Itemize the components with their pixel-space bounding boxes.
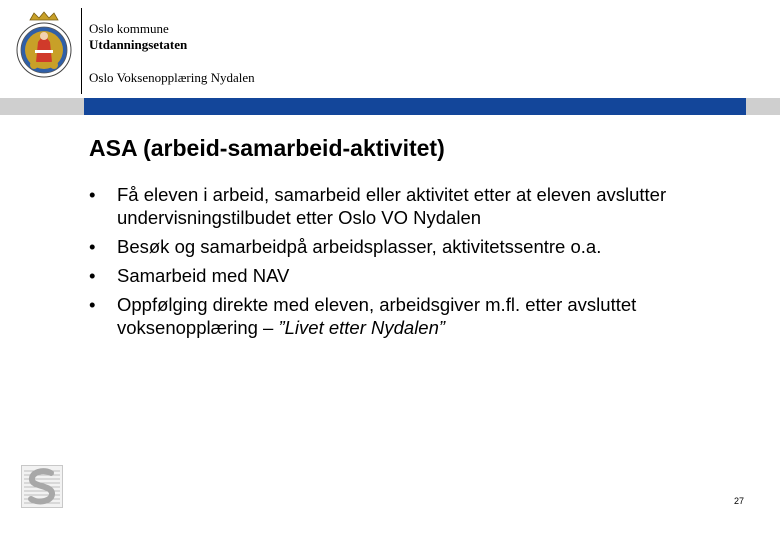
bullet-dot: • bbox=[89, 265, 96, 286]
oslo-city-crest-icon bbox=[14, 10, 74, 80]
bullet-dot: • bbox=[89, 294, 96, 315]
slide-title: ASA (arbeid-samarbeid-aktivitet) bbox=[89, 135, 445, 161]
bullet-item bbox=[89, 293, 749, 339]
department-name: Utdanningsetaten bbox=[89, 37, 188, 52]
bullet-text: Oppfølging direkte med eleven, arbeidsgiver m.fl. etter avsluttet voksenopplæring – bbox=[117, 294, 637, 338]
header-band-accent bbox=[84, 98, 746, 115]
header-organization-block bbox=[89, 21, 187, 53]
unit-name: Oslo Voksenopplæring Nydalen bbox=[89, 70, 255, 85]
bullet-item bbox=[89, 264, 749, 287]
bullet-text: Samarbeid med NAV bbox=[117, 265, 290, 286]
header-band bbox=[0, 98, 780, 115]
organization-name: Oslo kommune bbox=[89, 21, 169, 36]
oslo-s-logo-icon bbox=[21, 465, 63, 508]
bullet-dot: • bbox=[89, 236, 96, 257]
page-number: 27 bbox=[733, 496, 744, 506]
header-divider bbox=[81, 8, 82, 94]
bullet-text: Få eleven i arbeid, samarbeid eller aktivitet etter at eleven avslutter undervisningstilbudet etter Oslo VO Nydalen bbox=[117, 184, 667, 228]
bullet-emphasis: ”Livet etter Nydalen” bbox=[278, 317, 446, 338]
bullet-item bbox=[89, 235, 749, 258]
bullet-dot: • bbox=[89, 184, 96, 205]
bullet-text: Besøk og samarbeidpå arbeidsplasser, aktivitetssentre o.a. bbox=[117, 236, 602, 257]
bullet-list bbox=[89, 183, 749, 345]
bullet-item bbox=[89, 183, 749, 229]
